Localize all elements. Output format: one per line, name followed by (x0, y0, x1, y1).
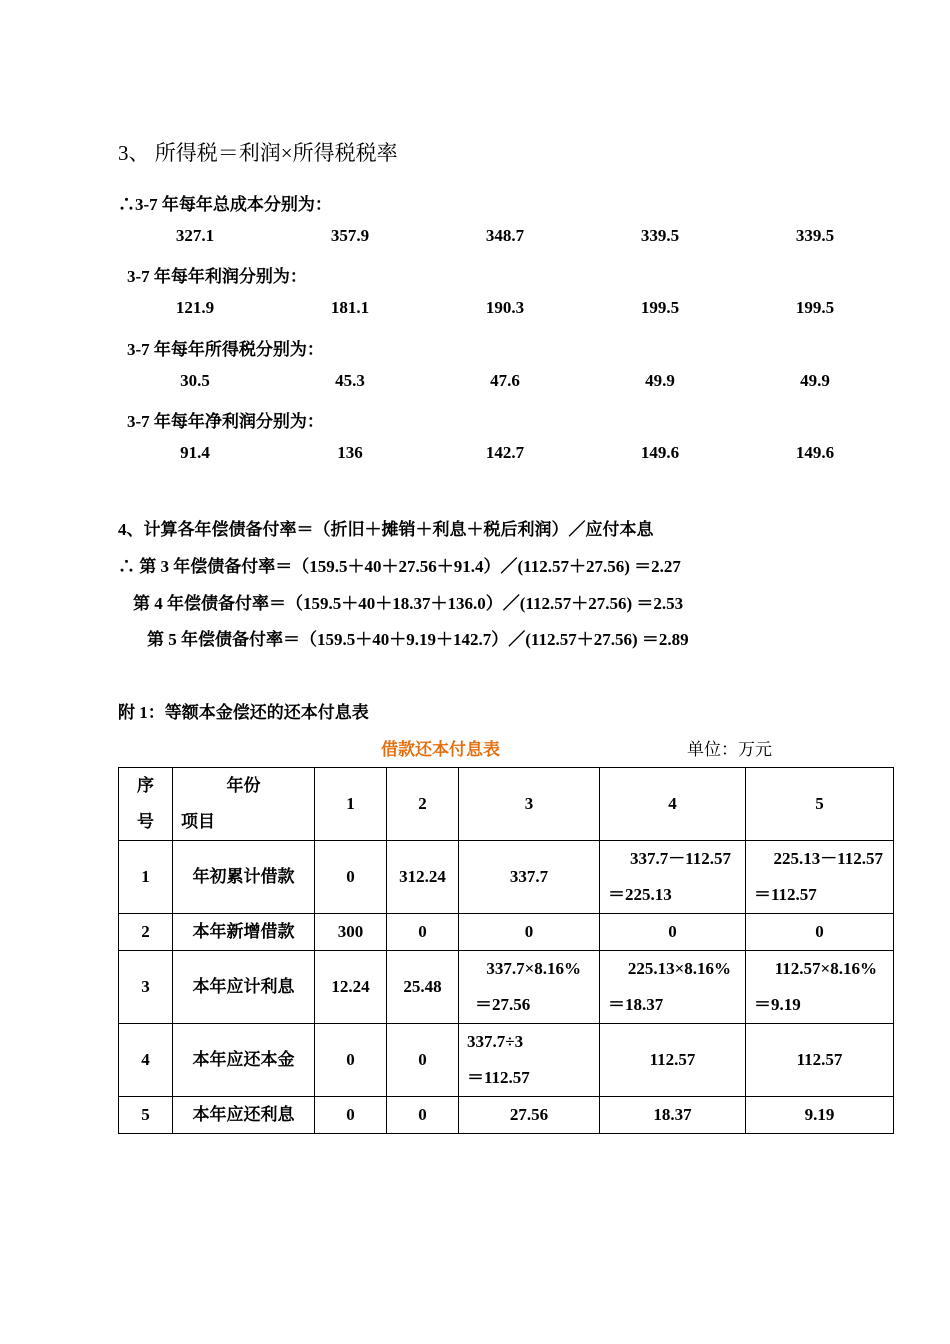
cell: 0 (387, 1097, 459, 1134)
cell: 9.19 (746, 1097, 894, 1134)
header-year: 5 (746, 768, 894, 841)
cell: 12.24 (315, 951, 387, 1024)
cell: 0 (600, 914, 746, 951)
cost-value: 327.1 (175, 226, 215, 245)
tax-value: 49.9 (645, 371, 675, 390)
cell: 0 (315, 1097, 387, 1134)
cell: 225.13×8.16% ＝18.37 (600, 951, 746, 1024)
header-year-label: 年份 (226, 776, 261, 795)
cell: 18.37 (600, 1097, 746, 1134)
header-year: 1 (315, 768, 387, 841)
appendix-title: 附 1：等额本金偿还的还本付息表 (118, 703, 369, 722)
profit-values-row (0, 298, 950, 322)
cost-value: 348.7 (485, 226, 525, 245)
header-year: 3 (459, 768, 600, 841)
header-year: 2 (387, 768, 459, 841)
cost-value: 357.9 (330, 226, 370, 245)
cell: 225.13－112.57 ＝112.57 (746, 841, 894, 914)
cell: 337.7－112.57 ＝225.13 (600, 841, 746, 914)
cell: 300 (315, 914, 387, 951)
row-item: 本年新增借款 (173, 914, 315, 951)
cell: 25.48 (387, 951, 459, 1024)
section4-heading: 4、计算各年偿债备付率＝（折旧＋摊销＋利息＋税后利润）／应付本息 (118, 520, 654, 539)
row-item: 本年应还利息 (173, 1097, 315, 1134)
cell: 112.57 (746, 1024, 894, 1097)
cell: 0 (387, 914, 459, 951)
table-header-row (119, 768, 894, 841)
row-item: 本年应还本金 (173, 1024, 315, 1097)
net-profit-value: 149.6 (795, 443, 835, 462)
cell: 0 (315, 1024, 387, 1097)
cell: 0 (459, 914, 600, 951)
coverage-ratio-year3: ∴ 第 3 年偿债备付率＝（159.5＋40＋27.56＋91.4）／(112.57＋27.56) ＝2.27 (118, 557, 681, 576)
row-seq: 1 (119, 841, 173, 914)
tax-value: 47.6 (490, 371, 520, 390)
header-year-item (173, 768, 315, 841)
net-profit-value: 91.4 (180, 443, 210, 462)
unit-label: 单位：万元 (687, 740, 772, 759)
tax-value: 45.3 (335, 371, 365, 390)
cell: 337.7÷3 ＝112.57 (459, 1024, 600, 1097)
row-item: 本年应计利息 (173, 951, 315, 1024)
tax-label: 3-7 年每年所得税分别为： (127, 340, 324, 359)
tax-value: 30.5 (180, 371, 210, 390)
cost-value: 339.5 (640, 226, 680, 245)
table-row (119, 914, 894, 951)
cell: 112.57×8.16% ＝9.19 (746, 951, 894, 1024)
cost-value: 339.5 (795, 226, 835, 245)
table-row (119, 1097, 894, 1134)
table-row (119, 1024, 894, 1097)
loan-repayment-table (118, 767, 894, 1134)
cell: 0 (746, 914, 894, 951)
table-row (119, 841, 894, 914)
cost-label: ∴3-7 年每年总成本分别为： (118, 195, 332, 214)
tax-values-row (0, 371, 950, 395)
profit-value: 199.5 (795, 298, 835, 317)
cell: 337.7×8.16% ＝27.56 (459, 951, 600, 1024)
section3-heading: 3、 所得税＝利润×所得税税率 (118, 141, 398, 165)
cell: 27.56 (459, 1097, 600, 1134)
net-profit-values-row (0, 443, 950, 467)
cell: 0 (315, 841, 387, 914)
coverage-ratio-year4: 第 4 年偿债备付率＝（159.5＋40＋18.37＋136.0）／(112.57＋27.56) ＝2.53 (133, 594, 684, 613)
cell: 0 (387, 1024, 459, 1097)
header-item-label: 项目 (181, 812, 215, 831)
cost-values-row (0, 226, 950, 250)
profit-value: 199.5 (640, 298, 680, 317)
header-seq: 序 号 (119, 768, 173, 841)
net-profit-value: 142.7 (485, 443, 525, 462)
header-year: 4 (600, 768, 746, 841)
row-seq: 4 (119, 1024, 173, 1097)
tax-value: 49.9 (800, 371, 830, 390)
row-seq: 5 (119, 1097, 173, 1134)
net-profit-label: 3-7 年每年净利润分别为： (127, 412, 324, 431)
row-seq: 2 (119, 914, 173, 951)
table-title: 借款还本付息表 (381, 740, 500, 759)
profit-value: 181.1 (330, 298, 370, 317)
cell: 112.57 (600, 1024, 746, 1097)
net-profit-value: 149.6 (640, 443, 680, 462)
profit-value: 121.9 (175, 298, 215, 317)
cell: 337.7 (459, 841, 600, 914)
cell: 312.24 (387, 841, 459, 914)
row-item: 年初累计借款 (173, 841, 315, 914)
profit-value: 190.3 (485, 298, 525, 317)
row-seq: 3 (119, 951, 173, 1024)
profit-label: 3-7 年每年利润分别为： (127, 267, 307, 286)
net-profit-value: 136 (337, 443, 363, 462)
table-row (119, 951, 894, 1024)
coverage-ratio-year5: 第 5 年偿债备付率＝（159.5＋40＋9.19＋142.7）／(112.57＋27.56) ＝2.89 (147, 630, 689, 649)
